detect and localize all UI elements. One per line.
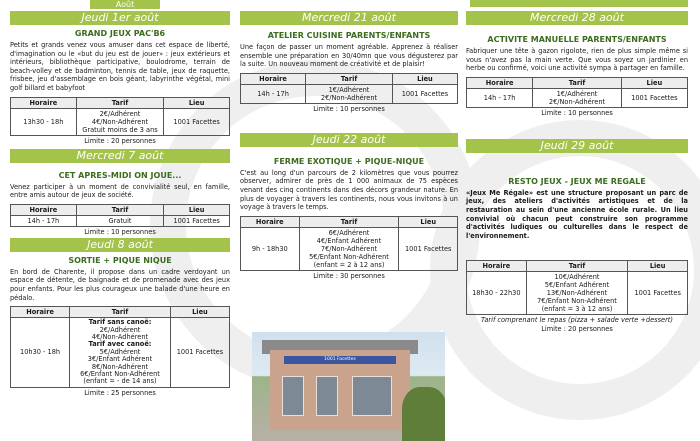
lieu-cell: 1001 Facettes [621,88,687,107]
event-table [10,97,230,136]
event-table [240,216,458,271]
col-header: Lieu [164,97,230,108]
lieu-cell: 1001 Facettes [392,84,457,103]
col-header: Horaire [467,261,527,272]
limit-text: Limite : 20 personnes [541,325,613,334]
event-title: ACTIVITE MANUELLE PARENTS/ENFANTS [487,35,667,44]
event-description: Une façon de passer un moment agréable. Apprenez à réaliser ensemble une préparation en 30/40mn que vous dégusterez par la suite. Un nouveau moment de créativité et de plaisir! [240,43,458,69]
lieu-cell: 1001 Facettes [628,272,688,315]
col-header: Horaire [11,204,77,215]
limit-text: Limite : 20 personnes [84,136,156,145]
date-band: Mercredi 21 août [240,11,458,25]
tarif-cell: Tarif sans canoë: 2€/Adhérent 4€/Non-Adhérent Tarif avec canoë: 5€/Adhérent 3€/Enfant Adhérent 8€/Non-Adhérent 6€/Enfant Non-Adhérent (enfant = - de 14 ans) [70,318,171,388]
window [316,376,338,416]
col-header: Lieu [399,216,458,227]
column-3 [466,0,688,441]
col-header: Horaire [467,77,533,88]
col-header: Tarif [306,73,393,84]
tarif-cell: Gratuit [76,215,164,226]
col-header: Tarif [526,261,628,272]
lieu-cell: 1001 Facettes [170,318,229,388]
horaire-cell: 18h30 - 22h30 [467,272,527,315]
event-description: «Jeux Me Régale» est une structure proposant un parc de jeux, des ateliers d'activités artistiques et de la restauration au sein d'une ancienne école rurale. Un lieu convivial où chacun peut construire son programme d'activités ludiques ou culturelles dans le respect de l'environnement. [466,188,688,240]
horaire-cell: 13h30 - 18h [11,108,77,135]
event-title: FERME EXOTIQUE + PIQUE-NIQUE [273,156,425,166]
event-table [10,204,230,227]
col-header: Lieu [164,204,230,215]
event-table [466,260,688,315]
tarif-cell: 2€/Adhérent 4€/Non-Adhérent Gratuit moins de 3 ans [76,108,164,135]
column-1 [10,0,230,441]
event-description: C'est au long d'un parcours de 2 kilomètres que vous pourrez observer, admirer de près de 1 000 animaux de 75 espèces venant des cinq continents dans des décors grandeur nature. En plus de voyager à travers les continents, nous vous invitons à un voyage à travers le temps. [240,168,458,212]
window [352,376,392,416]
limit-text: Limite : 10 personnes [541,108,613,117]
horaire-cell: 14h - 17h [241,84,306,103]
limit-text: Limite : 25 personnes [84,388,156,397]
tarif-cell: 6€/Adhérent 4€/Enfant Adhérent 7€/Non-Adhérent 5€/Enfant Non-Adhérent (enfant = 2 à 12 ans) [299,227,399,270]
col-header: Lieu [621,77,687,88]
event-title: CET APRES-MIDI ON JOUE... [58,170,182,180]
window [282,376,304,416]
note-text: Tarif comprenant le repas (pizza + salade verte +dessert) [481,316,673,325]
tarif-cell: 1€/Adhérent 2€/Non-Adhérent [533,88,621,107]
event-table [10,306,230,388]
horaire-cell: 14h - 17h [467,88,533,107]
date-band: Jeudi 22 août [240,133,458,147]
col-header: Tarif [76,97,164,108]
date-band: Mercredi 28 août [466,11,688,25]
month-tab: Août [90,0,160,9]
lieu-cell: 1001 Facettes [164,215,230,226]
event-description: Venez participer à un moment de convivialité seul, en famille, entre amis autour de jeux de société. [10,182,230,200]
limit-text: Limite : 30 personnes [313,271,385,280]
date-band: Jeudi 8 août [10,238,230,252]
col-header: Lieu [628,261,688,272]
horaire-cell: 14h - 17h [11,215,77,226]
col-header: Horaire [11,97,77,108]
limit-text: Limite : 10 personnes [84,227,156,236]
tarif-cell: 1€/Adhérent 2€/Non-Adhérent [306,84,393,103]
event-table [240,73,458,104]
event-title: SORTIE + PIQUE NIQUE [68,255,172,265]
event-title: GRAND JEUX PAC'B6 [74,29,166,38]
horaire-cell: 10h30 - 18h [11,318,70,388]
building-sign: 1001 Facettes [284,356,396,364]
date-band: Mercredi 7 août [10,149,230,163]
col-header: Tarif [299,216,399,227]
event-description: Fabriquer une tête à gazon rigolote, rien de plus simple même si vous n'avez pas la main verte. Que vous soyez un jardinier en herbe ou confirmé, voici une activité sympa à partager en famille. [466,47,688,73]
date-band: Jeudi 29 août [466,139,688,153]
event-title: RESTO JEUX - JEUX ME REGALE [508,176,646,186]
col-header: Horaire [241,73,306,84]
lieu-cell: 1001 Facettes [164,108,230,135]
date-band: Jeudi 1er août [10,11,230,25]
event-description: En bord de Charente, il propose dans un cadre verdoyant un espace de détente, de baignade et de promenade avec des jeux pour enfants. Pour les plus courageux une balade d'une heure en pédalo. [10,267,230,302]
tree [402,387,445,441]
lieu-cell: 1001 Facettes [399,227,458,270]
event-table [466,77,688,108]
event-title: ATELIER CUISINE PARENTS/ENFANTS [267,31,431,40]
col-header: Lieu [170,307,229,318]
horaire-cell: 9h - 18h30 [241,227,300,270]
building-photo [252,332,445,441]
col-header: Tarif [533,77,621,88]
col-header: Lieu [392,73,457,84]
col-header: Horaire [11,307,70,318]
col-header: Horaire [241,216,300,227]
col-header: Tarif [76,204,164,215]
event-description: Petits et grands venez vous amuser dans cet espace de liberté, d'imagination ou le «but du jeu est de jouer» : jeux extérieurs et intérieurs, bibliothèque participative, boulodrome, terrain de beach-volley et de badminton, tennis de table, jeux de raquette, frisbee, jeu d'assemblage en bois géant, labyrinthe végétal, mini golf billard et babyfoot [10,41,230,92]
col-header: Tarif [70,307,171,318]
limit-text: Limite : 10 personnes [313,104,385,113]
tarif-cell: 10€/Adhérent 5€/Enfant Adhérent 13€/Non-Adhérent 7€/Enfant Non-Adhérent (enfant = 3 à 12 ans) [526,272,628,315]
